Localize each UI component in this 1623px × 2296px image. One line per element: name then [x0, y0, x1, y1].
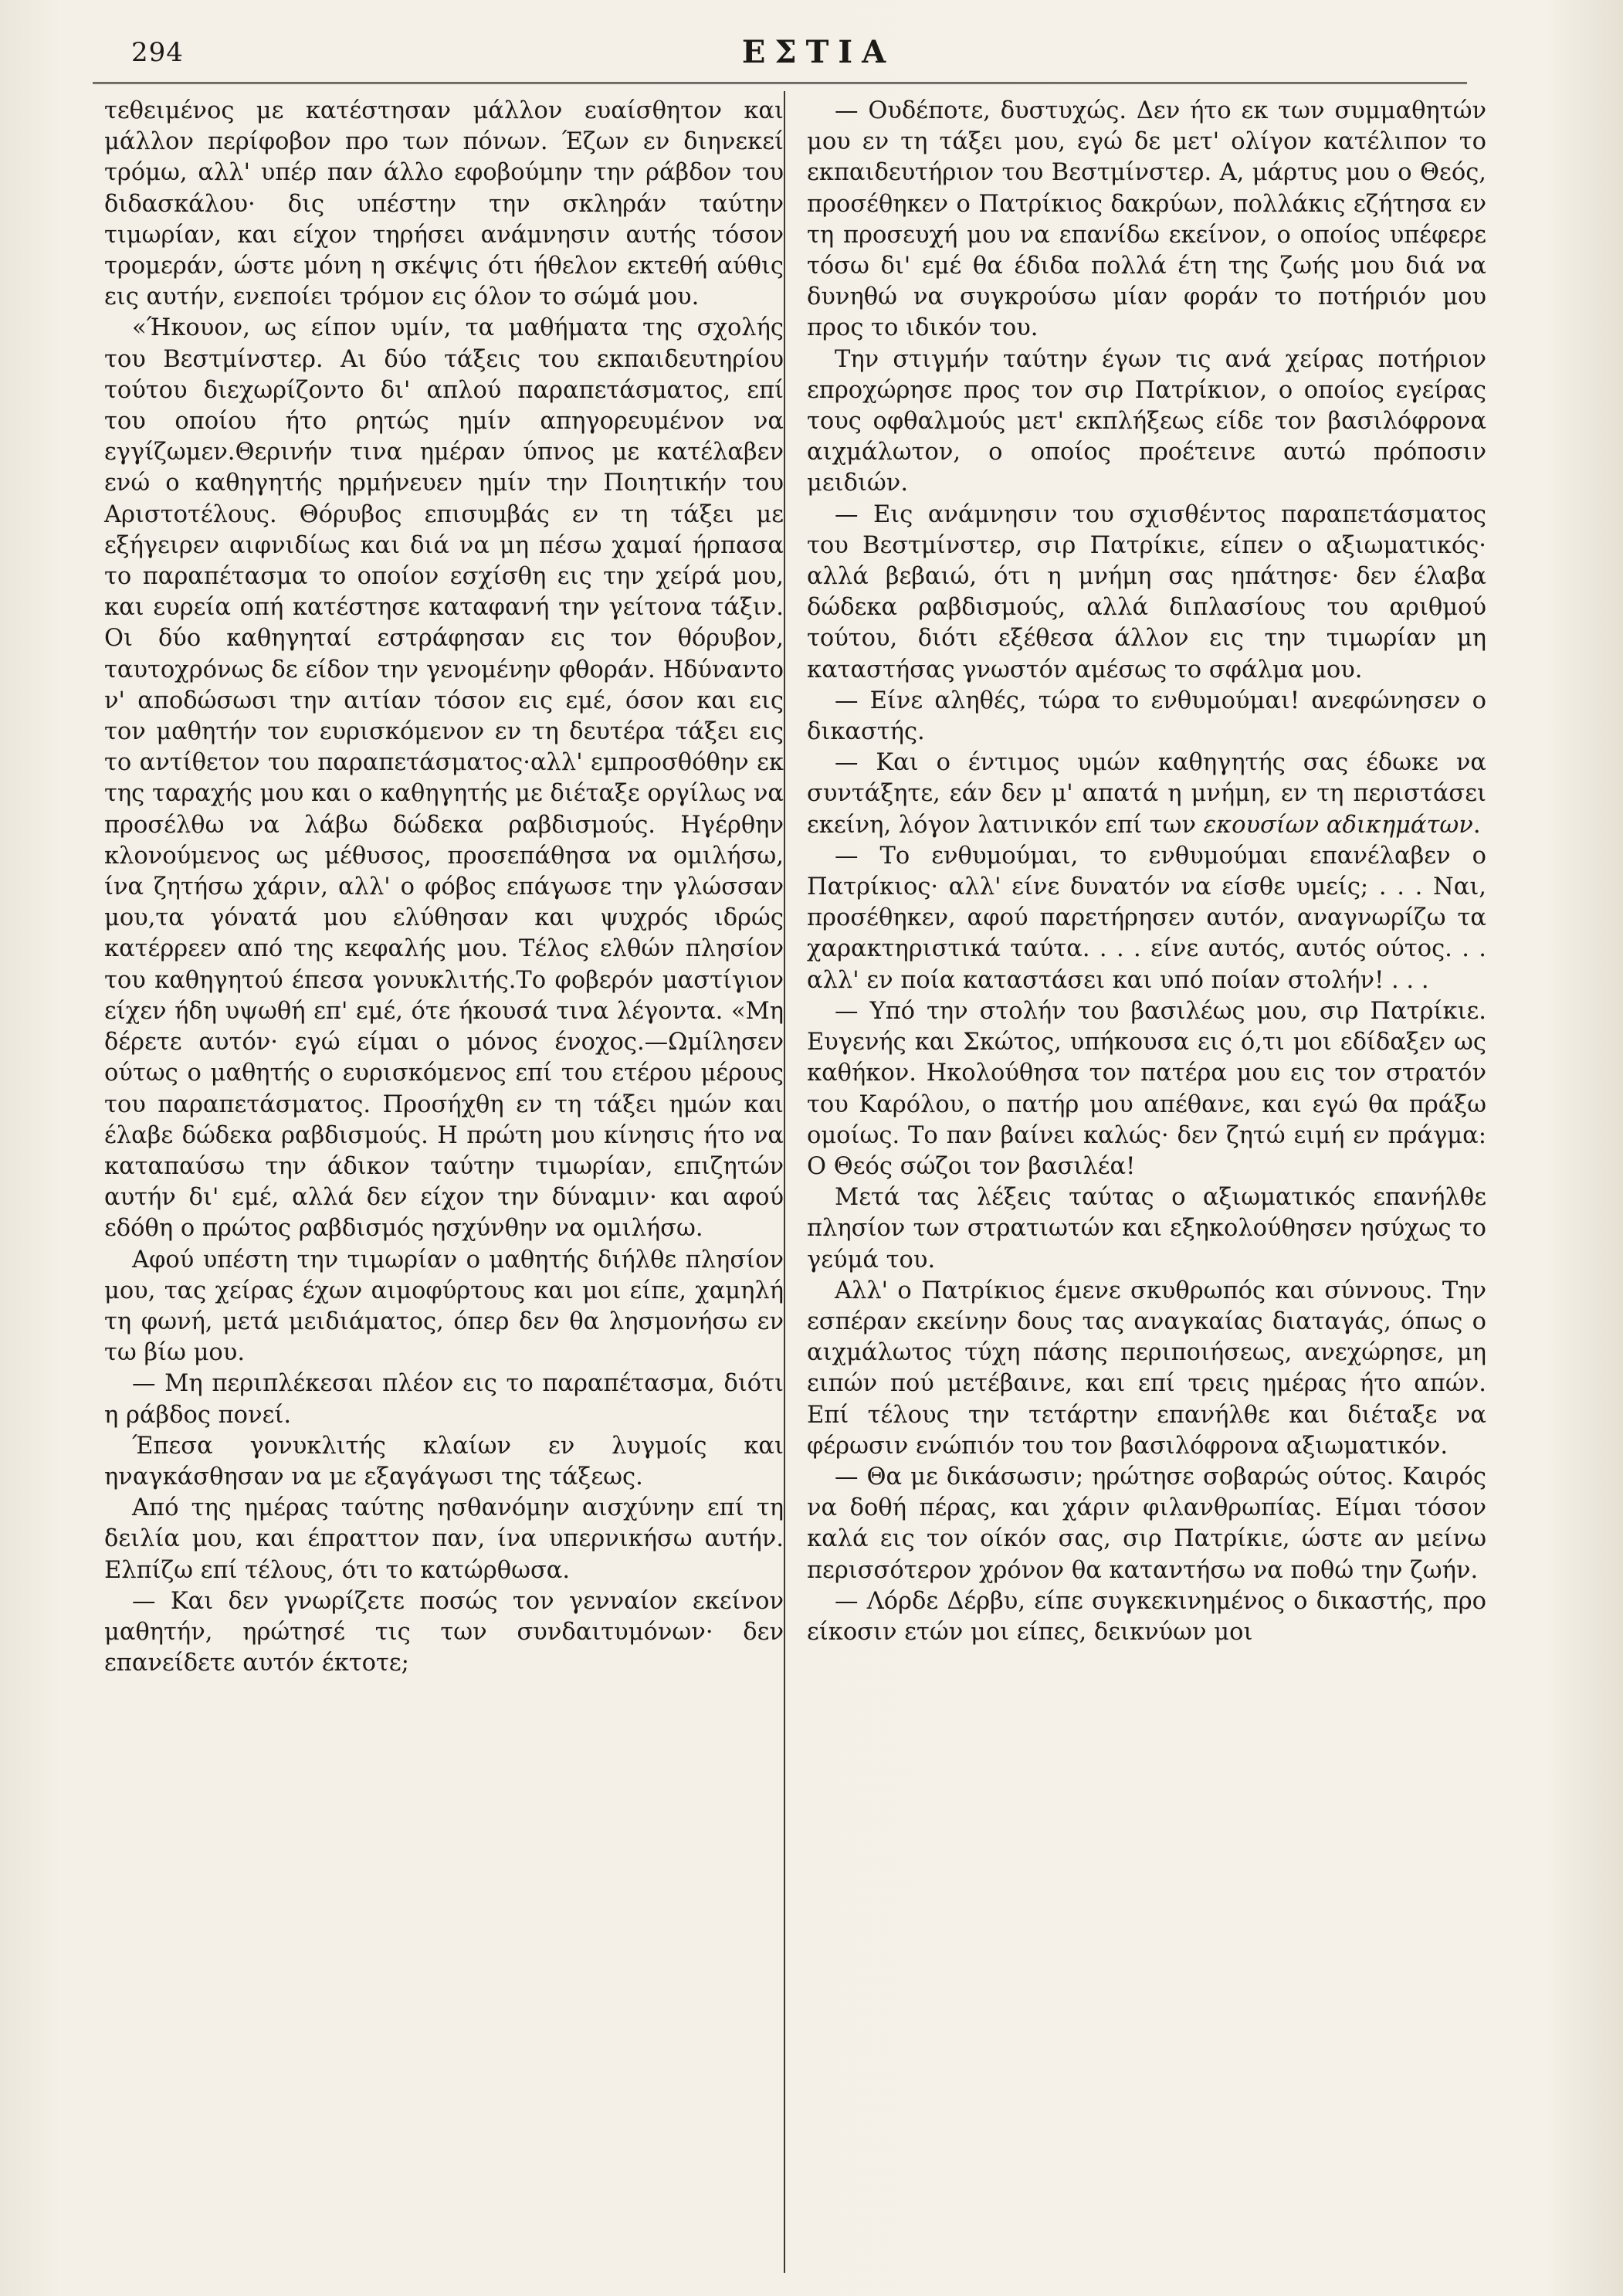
paragraph: — Είνε αληθές, τώρα το ενθυμούμαι! ανεφώνησεν ο δικαστής.: [807, 687, 1486, 746]
paragraph: — Και δεν γνωρίζετε ποσώς τον γενναίον εκείνον μαθητήν, ηρώτησέ τις των συνδαιτυμόνων· δεν επανείδετε αυτόν έκτοτε;: [104, 1587, 784, 1677]
page-header: [93, 29, 1544, 76]
paragraph: — Το ενθυμούμαι, το ενθυμούμαι επανέλαβεν ο Πατρίκιος· αλλ' είνε δυνατόν να είσθε υμείς; . . . Ναι, προσέθηκεν, αφού παρετήρησεν αυτόν, αναγνωρίζω τα χαρακτηριστικά ταύτα. . . . είνε αυτός, αυτός ούτος. . . αλλ' εν ποία καταστάσει και υπό ποίαν στολήν! . . .: [807, 842, 1486, 994]
paragraph: — Λόρδε Δέρβυ, είπε συγκεκινημένος ο δικαστής, προ είκοσιν ετών μοι είπες, δεικνύων μοι: [807, 1587, 1486, 1646]
paragraph: «Ήκουον, ως είπον υμίν, τα μαθήματα της σχολής του Βεστμίνστερ. Αι δύο τάξεις του εκπαιδευτηρίου τούτου διεχωρίζοντο δι' απλού παραπετάσματος, επί του οποίου ήτο ρητώς ημίν απηγορευμένον να εγγίζωμεν.Θερινήν τινα ημέραν ύπνος με κατέλαβεν ενώ ο καθηγητής ηρμήνευεν ημίν την Ποιητικήν του Αριστοτέλους. Θόρυβος επισυμβάς εν τη τάξει με εξήγειρεν αιφνιδίως και διά να μη πέσω χαμαί ήρπασα το παραπέτασμα το οποίον εσχίσθη εις την χείρά μου, και ευρεία οπή κατέστησε καταφανή την γείτονα τάξιν. Οι δύο καθηγηταί εστράφησαν εις τον θόρυβον, ταυτοχρόνως δε είδον την γενομένην φθοράν. Ηδύναντο ν' αποδώσωσι την αιτίαν τόσον εις εμέ, όσον και εις τον μαθητήν τον ευρισκόμενον εν τη δευτέρα τάξει εις το αντίθετον του παραπετάσματος·αλλ' εμπροσθόθην εκ της ταραχής μου και ο καθηγητής με διέταξε οργίλως να προσέλθω να λάβω δώδεκα ραβδισμούς. Ηγέρθην κλονούμενος ως μέθυσος, προσεπάθησα να ομιλήσω, ίνα ζητήσω χάριν, αλλ' ο φόβος επάγωσε την γλώσσαν μου,τα γόνατά μου ελύθησαν και ψυχρός ιδρώς κατέρρεεν από της κεφαλής μου. Τέλος ελθών πλησίον του καθηγητού έπεσα γονυκλιτής.Το φοβερόν μαστίγιον είχεν ήδη υψωθή επ' εμέ, ότε ήκουσά τινα λέγοντα. «Μη δέρετε αυτόν· εγώ είμαι ο μόνος ένοχος.—Ωμίλησεν ούτως ο μαθητής ο ευρισκόμενος επί του ετέρου μέρους του παραπετάσματος. Προσήχθη εν τη τάξει ημών και έλαβε δώδεκα ραβδισμούς. Η πρώτη μου κίνησις ήτο να καταπαύσω την άδικον ταύτην τιμωρίαν, επιζητών αυτήν δι' εμέ, αλλά δεν είχον την δύναμιν· και αφού εδόθη ο πρώτος ραβδισμός ησχύνθην να ομιλήσω.: [104, 314, 784, 1243]
header-rule: [93, 82, 1467, 84]
paragraph: τεθειμένος με κατέστησαν μάλλον ευαίσθητον και μάλλον περίφοβον προ των πόνων. Έζων εν διηνεκεί τρόμω, αλλ' υπέρ παν άλλο εφοβούμην την ράβδον του διδασκάλου· δις υπέστην την σκληράν ταύτην τιμωρίαν, και είχον τηρήσει ανάμνησιν αυτής τόσον τρομεράν, ώστε μόνη η σκέψις ότι ήθελον εκτεθή αύθις εις αυτήν, ενεποίει τρόμον εις όλον το σώμά μου.: [104, 97, 784, 311]
right-column: [807, 96, 1486, 1648]
paragraph: Έπεσα γονυκλιτής κλαίων εν λυγμοίς και ηναγκάσθησαν να με εξαγάγωσι της τάξεως.: [104, 1432, 784, 1491]
paragraph: — Ουδέποτε, δυστυχώς. Δεν ήτο εκ των συμμαθητών μου εν τη τάξει μου, εγώ δε μετ' ολίγον κατέλιπον το εκπαιδευτήριον του Βεστμίνστερ. Α, μάρτυς μου ο Θεός, προσέθηκεν ο Πατρίκιος δακρύων, πολλάκις εζήτησα εν τη προσευχή μου να επανίδω εκείνον, ο οποίος υπέφερε τόσω δι' εμέ θα έδιδα πολλά έτη της ζωής μου διά να δυνηθώ να συγκρούσω μίαν φοράν το ποτήριόν μου προς το ιδικόν του.: [807, 97, 1486, 342]
paragraph: Από της ημέρας ταύτης ησθανόμην αισχύνην επί τη δειλία μου, και έπραττον παν, ίνα υπερνικήσω αυτήν. Ελπίζω επί τέλους, ότι το κατώρθωσα.: [104, 1494, 784, 1584]
paragraph: Αλλ' ο Πατρίκιος έμενε σκυθρωπός και σύννους. Την εσπέραν εκείνην δους τας αναγκαίας διαταγάς, όπως ο αιχμάλωτος τύχη πάσης περιποιήσεως, ανεχώρησε, μη ειπών πού μετέβαινε, και επί τρεις ημέρας ήτο απών. Επί τέλους την τετάρτην επανήλθε και διέταξε να φέρωσιν ενώπιόν του τον βασιλόφρονα αξιωματικόν.: [807, 1277, 1486, 1460]
left-column: [104, 96, 784, 1679]
paragraph: Αφού υπέστη την τιμωρίαν ο μαθητής διήλθε πλησίον μου, τας χείρας έχων αιμοφύρτους και μοι είπε, χαμηλή τη φωνή, μετά μειδιάματος, όπερ δεν θα λησμονήσω εν τω βίω μου.: [104, 1246, 784, 1367]
running-title: ΕΣΤΙΑ: [741, 34, 896, 70]
italic-phrase: εκουσίων αδικημάτων: [1203, 811, 1473, 839]
paragraph-with-italic: [807, 748, 1486, 841]
paragraph: — Μη περιπλέκεσαι πλέον εις το παραπέτασμα, διότι η ράβδος πονεί.: [104, 1370, 784, 1429]
paragraph: Μετά τας λέξεις ταύτας ο αξιωματικός επανήλθε πλησίον των στρατιωτών και εξηκολούθησεν ησύχως το γεύμά του.: [807, 1184, 1486, 1273]
paragraph: — Θα με δικάσωσιν; ηρώτησε σοβαρώς ούτος. Καιρός να δοθή πέρας, και χάριν φιλανθρωπίας. Είμαι τόσον καλά εις τον οίκόν σας, σιρ Πατρίκιε, ώστε αν μείνω περισσότερον χρόνον θα καταντήσω να ποθώ την ζωήν.: [807, 1463, 1486, 1584]
page-number: 294: [131, 37, 184, 68]
paragraph: Την στιγμήν ταύτην έγων τις ανά χείρας ποτήριον επροχώρησε προς τον σιρ Πατρίκιον, ο οποίος εγείρας τους οφθαλμούς μετ' εκπλήξεως είδε τον βασιλόφρονα αιχμάλωτον, ο οποίος προέτεινε αυτώ πρόποσιν μειδιών.: [807, 345, 1486, 497]
paragraph: — Υπό την στολήν του βασιλέως μου, σιρ Πατρίκιε. Ευγενής και Σκώτος, υπήκουσα εις ό,τι μοι εδίδαξεν ως καθήκον. Ηκολούθησα τον πατέρα μου εις τον στρατόν του Καρόλου, ο πατήρ μου απέθανε, και εγώ θα πράξω ομοίως. Το παν βαίνει καλώς· δεν ζητώ ειμή εν πράγμα: Ο Θεός σώζοι τον βασιλέα!: [807, 997, 1486, 1180]
italic-suffix: .: [1472, 811, 1481, 839]
paragraph: — Εις ανάμνησιν του σχισθέντος παραπετάσματος του Βεστμίνστερ, σιρ Πατρίκιε, είπεν ο αξιωματικός· αλλά βεβαιώ, ότι η μνήμη σας ηπάτησε· δεν έλαβα δώδεκα ραβδισμούς, αλλά διπλασίους του αριθμού τούτου, διότι εξέθεσα άλλον εις την τιμωρίαν μη καταστήσας γνωστόν αμέσως το σφάλμα μου.: [807, 500, 1486, 683]
column-divider: [784, 91, 785, 2273]
paragraph-text: — Και ο έντιμος υμών καθηγητής σας έδωκε να συντάξητε, εάν δεν μ' απατά η μνήμη, εν τη περιστάσει εκείνη, λόγον λατινικόν επί των: [807, 749, 1486, 839]
